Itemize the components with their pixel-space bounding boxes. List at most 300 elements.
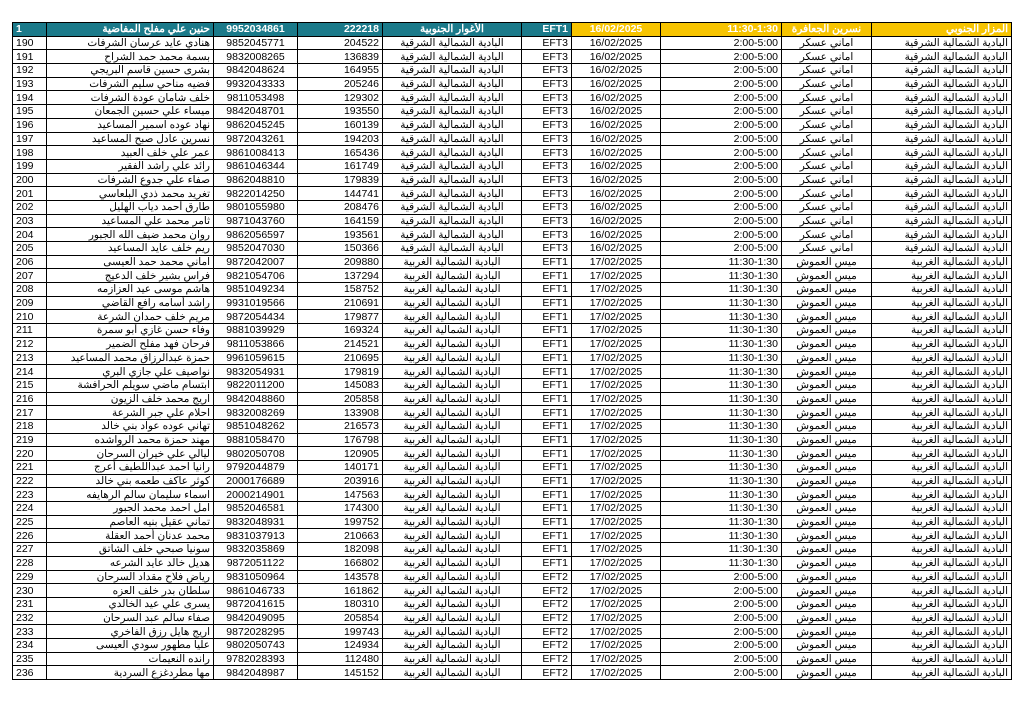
group-cell: EFT3 — [522, 159, 572, 173]
table-row — [13, 187, 1012, 201]
directorate-cell: البادية الشمالية الغربية — [383, 324, 522, 338]
table-row — [13, 488, 1012, 502]
supervisor-cell: ميس العموش — [782, 365, 872, 379]
date-cell: 16/02/2025 — [572, 64, 661, 78]
name-cell: بشرى حسين قاسم البريجي — [47, 64, 214, 78]
row-number: 194 — [13, 91, 47, 105]
group-cell: EFT2 — [522, 638, 572, 652]
national-id-cell: 9862045245 — [214, 118, 298, 132]
table-row — [13, 159, 1012, 173]
header-region: المزار الجنوبي — [872, 23, 1012, 37]
row-number: 229 — [13, 570, 47, 584]
time-cell: 11:30-1:30 — [661, 419, 782, 433]
time-cell: 2:00-5:00 — [661, 597, 782, 611]
name-cell: فرحان فهد مفلح الضمير — [47, 337, 214, 351]
supervisor-cell: ميس العموش — [782, 488, 872, 502]
national-id-cell: 9861046344 — [214, 159, 298, 173]
directorate-cell: البادية الشمالية الغربية — [383, 597, 522, 611]
region-cell: البادية الشمالية الشرقية — [872, 228, 1012, 242]
row-number: 206 — [13, 255, 47, 269]
directorate-cell: البادية الشمالية الغربية — [383, 570, 522, 584]
name-cell: حمزة عبدالرزاق محمد المساعيد — [47, 351, 214, 365]
supervisor-cell: ميس العموش — [782, 351, 872, 365]
time-cell: 2:00-5:00 — [661, 77, 782, 91]
time-cell: 2:00-5:00 — [661, 570, 782, 584]
table-row — [13, 570, 1012, 584]
name-cell: هاشم موسى عيد العزازمه — [47, 283, 214, 297]
national-id-cell: 9851049234 — [214, 283, 298, 297]
supervisor-cell: ميس العموش — [782, 269, 872, 283]
date-cell: 16/02/2025 — [572, 242, 661, 256]
time-cell: 2:00-5:00 — [661, 242, 782, 256]
name-cell: تهاني عوده عواد بني خالد — [47, 419, 214, 433]
region-cell: البادية الشمالية الشرقية — [872, 91, 1012, 105]
national-id-cell: 2000214901 — [214, 488, 298, 502]
name-cell: تماني عقيل بنيه العاصم — [47, 515, 214, 529]
directorate-cell: البادية الشمالية الغربية — [383, 584, 522, 598]
group-cell: EFT1 — [522, 378, 572, 392]
code-cell: 158752 — [298, 283, 383, 297]
region-cell: البادية الشمالية الغربية — [872, 474, 1012, 488]
date-cell: 16/02/2025 — [572, 91, 661, 105]
region-cell: البادية الشمالية الغربية — [872, 597, 1012, 611]
code-cell: 165436 — [298, 146, 383, 160]
directorate-cell: البادية الشمالية الغربية — [383, 378, 522, 392]
code-cell: 137294 — [298, 269, 383, 283]
row-number: 226 — [13, 529, 47, 543]
code-cell: 166802 — [298, 556, 383, 570]
group-cell: EFT3 — [522, 132, 572, 146]
header-code: 222218 — [298, 23, 383, 37]
code-cell: 193550 — [298, 105, 383, 119]
table-row — [13, 529, 1012, 543]
region-cell: البادية الشمالية الغربية — [872, 433, 1012, 447]
table-row — [13, 419, 1012, 433]
supervisor-cell: اماني عسكر — [782, 77, 872, 91]
national-id-cell: 9801055980 — [214, 200, 298, 214]
directorate-cell: البادية الشمالية الغربية — [383, 283, 522, 297]
header-date: 16/02/2025 — [572, 23, 661, 37]
table-row — [13, 36, 1012, 50]
name-cell: اريج محمد خلف الزيون — [47, 392, 214, 406]
region-cell: البادية الشمالية الغربية — [872, 378, 1012, 392]
row-number: 225 — [13, 515, 47, 529]
row-number: 236 — [13, 666, 47, 680]
directorate-cell: البادية الشمالية الغربية — [383, 666, 522, 680]
table-row — [13, 652, 1012, 666]
group-cell: EFT1 — [522, 310, 572, 324]
code-cell: 193561 — [298, 228, 383, 242]
code-cell: 205858 — [298, 392, 383, 406]
table-row — [13, 378, 1012, 392]
region-cell: البادية الشمالية الغربية — [872, 584, 1012, 598]
directorate-cell: البادية الشمالية الغربية — [383, 337, 522, 351]
national-id-cell: 9782028393 — [214, 652, 298, 666]
table-row — [13, 666, 1012, 680]
directorate-cell: البادية الشمالية الغربية — [383, 488, 522, 502]
region-cell: البادية الشمالية الغربية — [872, 625, 1012, 639]
region-cell: البادية الشمالية الغربية — [872, 611, 1012, 625]
group-cell: EFT3 — [522, 242, 572, 256]
group-cell: EFT1 — [522, 447, 572, 461]
row-number: 210 — [13, 310, 47, 324]
region-cell: البادية الشمالية الغربية — [872, 419, 1012, 433]
supervisor-cell: ميس العموش — [782, 529, 872, 543]
directorate-cell: البادية الشمالية الشرقية — [383, 146, 522, 160]
national-id-cell: 9842048624 — [214, 64, 298, 78]
national-id-cell: 9861046733 — [214, 584, 298, 598]
national-id-cell: 9821054706 — [214, 269, 298, 283]
row-number: 204 — [13, 228, 47, 242]
supervisor-cell: ميس العموش — [782, 652, 872, 666]
code-cell: 179819 — [298, 365, 383, 379]
region-cell: البادية الشمالية الغربية — [872, 310, 1012, 324]
row-number: 215 — [13, 378, 47, 392]
national-id-cell: 9961059615 — [214, 351, 298, 365]
date-cell: 17/02/2025 — [572, 378, 661, 392]
name-cell: نواصيف علي جازي البري — [47, 365, 214, 379]
directorate-cell: البادية الشمالية الغربية — [383, 255, 522, 269]
national-id-cell: 9852046581 — [214, 502, 298, 516]
header-row — [13, 23, 1012, 37]
date-cell: 16/02/2025 — [572, 214, 661, 228]
code-cell: 143578 — [298, 570, 383, 584]
group-cell: EFT3 — [522, 146, 572, 160]
name-cell: عليا مطهور سودي العيسى — [47, 638, 214, 652]
national-id-cell: 9931019566 — [214, 296, 298, 310]
directorate-cell: البادية الشمالية الغربية — [383, 556, 522, 570]
table-row — [13, 433, 1012, 447]
date-cell: 17/02/2025 — [572, 611, 661, 625]
directorate-cell: البادية الشمالية الشرقية — [383, 187, 522, 201]
row-number: 223 — [13, 488, 47, 502]
name-cell: نسرين عادل صبح المساعيد — [47, 132, 214, 146]
date-cell: 17/02/2025 — [572, 652, 661, 666]
code-cell: 194203 — [298, 132, 383, 146]
directorate-cell: البادية الشمالية الغربية — [383, 447, 522, 461]
row-number: 235 — [13, 652, 47, 666]
time-cell: 2:00-5:00 — [661, 132, 782, 146]
supervisor-cell: اماني عسكر — [782, 105, 872, 119]
region-cell: البادية الشمالية الغربية — [872, 255, 1012, 269]
region-cell: البادية الشمالية الشرقية — [872, 159, 1012, 173]
directorate-cell: البادية الشمالية الغربية — [383, 419, 522, 433]
directorate-cell: البادية الشمالية الغربية — [383, 310, 522, 324]
directorate-cell: البادية الشمالية الشرقية — [383, 91, 522, 105]
supervisor-cell: ميس العموش — [782, 502, 872, 516]
date-cell: 17/02/2025 — [572, 365, 661, 379]
group-cell: EFT1 — [522, 283, 572, 297]
directorate-cell: البادية الشمالية الغربية — [383, 611, 522, 625]
directorate-cell: البادية الشمالية الشرقية — [383, 242, 522, 256]
table-row — [13, 146, 1012, 160]
directorate-cell: البادية الشمالية الغربية — [383, 296, 522, 310]
code-cell: 205246 — [298, 77, 383, 91]
date-cell: 17/02/2025 — [572, 543, 661, 557]
supervisor-cell: ميس العموش — [782, 461, 872, 475]
date-cell: 16/02/2025 — [572, 187, 661, 201]
date-cell: 17/02/2025 — [572, 406, 661, 420]
region-cell: البادية الشمالية الشرقية — [872, 50, 1012, 64]
directorate-cell: البادية الشمالية الشرقية — [383, 173, 522, 187]
table-row — [13, 392, 1012, 406]
table-row — [13, 638, 1012, 652]
table-row — [13, 556, 1012, 570]
time-cell: 2:00-5:00 — [661, 146, 782, 160]
national-id-cell: 9872043261 — [214, 132, 298, 146]
header-time: 11:30-1:30 — [661, 23, 782, 37]
table-row — [13, 406, 1012, 420]
national-id-cell: 9811053498 — [214, 91, 298, 105]
region-cell: البادية الشمالية الشرقية — [872, 200, 1012, 214]
row-number: 218 — [13, 419, 47, 433]
region-cell: البادية الشمالية الغربية — [872, 296, 1012, 310]
supervisor-cell: ميس العموش — [782, 419, 872, 433]
group-cell: EFT3 — [522, 64, 572, 78]
region-cell: البادية الشمالية الغربية — [872, 515, 1012, 529]
supervisor-cell: اماني عسكر — [782, 187, 872, 201]
national-id-cell: 9881058470 — [214, 433, 298, 447]
time-cell: 11:30-1:30 — [661, 474, 782, 488]
directorate-cell: البادية الشمالية الغربية — [383, 515, 522, 529]
national-id-cell: 9792044879 — [214, 461, 298, 475]
name-cell: مها مطردغزع السردية — [47, 666, 214, 680]
table-row — [13, 365, 1012, 379]
code-cell: 145083 — [298, 378, 383, 392]
date-cell: 16/02/2025 — [572, 132, 661, 146]
group-cell: EFT2 — [522, 652, 572, 666]
name-cell: رائد علي راشد الفقير — [47, 159, 214, 173]
table-row — [13, 597, 1012, 611]
region-cell: البادية الشمالية الغربية — [872, 283, 1012, 297]
time-cell: 2:00-5:00 — [661, 638, 782, 652]
date-cell: 17/02/2025 — [572, 515, 661, 529]
national-id-cell: 9862048810 — [214, 173, 298, 187]
region-cell: البادية الشمالية الغربية — [872, 392, 1012, 406]
supervisor-cell: ميس العموش — [782, 474, 872, 488]
group-cell: EFT1 — [522, 433, 572, 447]
date-cell: 17/02/2025 — [572, 419, 661, 433]
row-number: 227 — [13, 543, 47, 557]
group-cell: EFT3 — [522, 200, 572, 214]
table-row — [13, 461, 1012, 475]
row-number: 209 — [13, 296, 47, 310]
region-cell: البادية الشمالية الغربية — [872, 365, 1012, 379]
group-cell: EFT3 — [522, 50, 572, 64]
roster-table — [12, 22, 1012, 680]
row-number: 191 — [13, 50, 47, 64]
supervisor-cell: ميس العموش — [782, 337, 872, 351]
group-cell: EFT1 — [522, 529, 572, 543]
time-cell: 2:00-5:00 — [661, 625, 782, 639]
national-id-cell: 9822014250 — [214, 187, 298, 201]
group-cell: EFT1 — [522, 556, 572, 570]
supervisor-cell: اماني عسكر — [782, 214, 872, 228]
code-cell: 179839 — [298, 173, 383, 187]
table-row — [13, 310, 1012, 324]
region-cell: البادية الشمالية الشرقية — [872, 118, 1012, 132]
code-cell: 147563 — [298, 488, 383, 502]
region-cell: البادية الشمالية الشرقية — [872, 36, 1012, 50]
national-id-cell: 9872042007 — [214, 255, 298, 269]
table-row — [13, 255, 1012, 269]
table-row — [13, 625, 1012, 639]
time-cell: 2:00-5:00 — [661, 64, 782, 78]
code-cell: 160139 — [298, 118, 383, 132]
row-number: 219 — [13, 433, 47, 447]
name-cell: ثامر محمد علي المساعيد — [47, 214, 214, 228]
region-cell: البادية الشمالية الشرقية — [872, 146, 1012, 160]
directorate-cell: البادية الشمالية الغربية — [383, 365, 522, 379]
table-row — [13, 105, 1012, 119]
code-cell: 161862 — [298, 584, 383, 598]
national-id-cell: 9842048987 — [214, 666, 298, 680]
table-row — [13, 351, 1012, 365]
date-cell: 17/02/2025 — [572, 570, 661, 584]
region-cell: البادية الشمالية الغربية — [872, 447, 1012, 461]
region-cell: البادية الشمالية الشرقية — [872, 187, 1012, 201]
directorate-cell: البادية الشمالية الشرقية — [383, 118, 522, 132]
region-cell: البادية الشمالية الغربية — [872, 556, 1012, 570]
supervisor-cell: ميس العموش — [782, 625, 872, 639]
group-cell: EFT2 — [522, 625, 572, 639]
row-number: 192 — [13, 64, 47, 78]
row-number: 207 — [13, 269, 47, 283]
group-cell: EFT2 — [522, 611, 572, 625]
name-cell: فراس بشير خلف الدعيج — [47, 269, 214, 283]
group-cell: EFT3 — [522, 118, 572, 132]
header-directorate: الأغوار الجنوبية — [383, 23, 522, 37]
code-cell: 169324 — [298, 324, 383, 338]
national-id-cell: 9842049095 — [214, 611, 298, 625]
time-cell: 11:30-1:30 — [661, 378, 782, 392]
date-cell: 17/02/2025 — [572, 625, 661, 639]
group-cell: EFT3 — [522, 187, 572, 201]
supervisor-cell: ميس العموش — [782, 570, 872, 584]
date-cell: 16/02/2025 — [572, 105, 661, 119]
code-cell: 205854 — [298, 611, 383, 625]
name-cell: نهاد عوده اسمير المساعيد — [47, 118, 214, 132]
supervisor-cell: ميس العموش — [782, 447, 872, 461]
time-cell: 2:00-5:00 — [661, 118, 782, 132]
code-cell: 161749 — [298, 159, 383, 173]
time-cell: 11:30-1:30 — [661, 529, 782, 543]
time-cell: 11:30-1:30 — [661, 365, 782, 379]
row-number: 233 — [13, 625, 47, 639]
row-number: 213 — [13, 351, 47, 365]
directorate-cell: البادية الشمالية الشرقية — [383, 77, 522, 91]
table-row — [13, 611, 1012, 625]
group-cell: EFT1 — [522, 269, 572, 283]
date-cell: 16/02/2025 — [572, 159, 661, 173]
region-cell: البادية الشمالية الشرقية — [872, 173, 1012, 187]
code-cell: 144741 — [298, 187, 383, 201]
supervisor-cell: اماني عسكر — [782, 228, 872, 242]
date-cell: 17/02/2025 — [572, 556, 661, 570]
code-cell: 112480 — [298, 652, 383, 666]
code-cell: 214521 — [298, 337, 383, 351]
name-cell: اسماء سليمان سالم الرهايفه — [47, 488, 214, 502]
table-row — [13, 91, 1012, 105]
region-cell: البادية الشمالية الغربية — [872, 269, 1012, 283]
group-cell: EFT2 — [522, 570, 572, 584]
directorate-cell: البادية الشمالية الغربية — [383, 461, 522, 475]
time-cell: 11:30-1:30 — [661, 283, 782, 297]
time-cell: 11:30-1:30 — [661, 296, 782, 310]
supervisor-cell: ميس العموش — [782, 433, 872, 447]
group-cell: EFT1 — [522, 324, 572, 338]
name-cell: فضيه مناحي سليم الشرفات — [47, 77, 214, 91]
time-cell: 11:30-1:30 — [661, 269, 782, 283]
name-cell: محمد عدنان أحمد العقلة — [47, 529, 214, 543]
directorate-cell: البادية الشمالية الغربية — [383, 392, 522, 406]
table-row — [13, 64, 1012, 78]
region-cell: البادية الشمالية الغربية — [872, 324, 1012, 338]
supervisor-cell: ميس العموش — [782, 378, 872, 392]
row-number: 222 — [13, 474, 47, 488]
supervisor-cell: ميس العموش — [782, 515, 872, 529]
region-cell: البادية الشمالية الغربية — [872, 461, 1012, 475]
directorate-cell: البادية الشمالية الشرقية — [383, 105, 522, 119]
national-id-cell: 9802050708 — [214, 447, 298, 461]
supervisor-cell: اماني عسكر — [782, 242, 872, 256]
code-cell: 150366 — [298, 242, 383, 256]
date-cell: 16/02/2025 — [572, 173, 661, 187]
name-cell: تغريد محمد ذدي البلعاسي — [47, 187, 214, 201]
code-cell: 164159 — [298, 214, 383, 228]
time-cell: 11:30-1:30 — [661, 255, 782, 269]
time-cell: 2:00-5:00 — [661, 36, 782, 50]
code-cell: 179877 — [298, 310, 383, 324]
row-number: 202 — [13, 200, 47, 214]
name-cell: ريم خلف عايد المساعيد — [47, 242, 214, 256]
group-cell: EFT1 — [522, 474, 572, 488]
time-cell: 2:00-5:00 — [661, 584, 782, 598]
directorate-cell: البادية الشمالية الشرقية — [383, 214, 522, 228]
national-id-cell: 9832008265 — [214, 50, 298, 64]
time-cell: 11:30-1:30 — [661, 515, 782, 529]
date-cell: 17/02/2025 — [572, 488, 661, 502]
row-number: 212 — [13, 337, 47, 351]
region-cell: البادية الشمالية الغربية — [872, 570, 1012, 584]
name-cell: يسرى علي عيد الخالدي — [47, 597, 214, 611]
directorate-cell: البادية الشمالية الغربية — [383, 351, 522, 365]
group-cell: EFT1 — [522, 296, 572, 310]
date-cell: 17/02/2025 — [572, 351, 661, 365]
row-number: 216 — [13, 392, 47, 406]
supervisor-cell: اماني عسكر — [782, 36, 872, 50]
group-cell: EFT1 — [522, 543, 572, 557]
row-number: 190 — [13, 36, 47, 50]
date-cell: 17/02/2025 — [572, 474, 661, 488]
name-cell: امل احمد محمد الجبور — [47, 502, 214, 516]
time-cell: 11:30-1:30 — [661, 406, 782, 420]
code-cell: 164955 — [298, 64, 383, 78]
supervisor-cell: ميس العموش — [782, 556, 872, 570]
table-row — [13, 214, 1012, 228]
national-id-cell: 9862056597 — [214, 228, 298, 242]
group-cell: EFT3 — [522, 228, 572, 242]
date-cell: 17/02/2025 — [572, 337, 661, 351]
table-row — [13, 269, 1012, 283]
national-id-cell: 9832048931 — [214, 515, 298, 529]
group-cell: EFT1 — [522, 337, 572, 351]
date-cell: 17/02/2025 — [572, 638, 661, 652]
row-number: 195 — [13, 105, 47, 119]
supervisor-cell: ميس العموش — [782, 283, 872, 297]
region-cell: البادية الشمالية الشرقية — [872, 105, 1012, 119]
time-cell: 2:00-5:00 — [661, 173, 782, 187]
